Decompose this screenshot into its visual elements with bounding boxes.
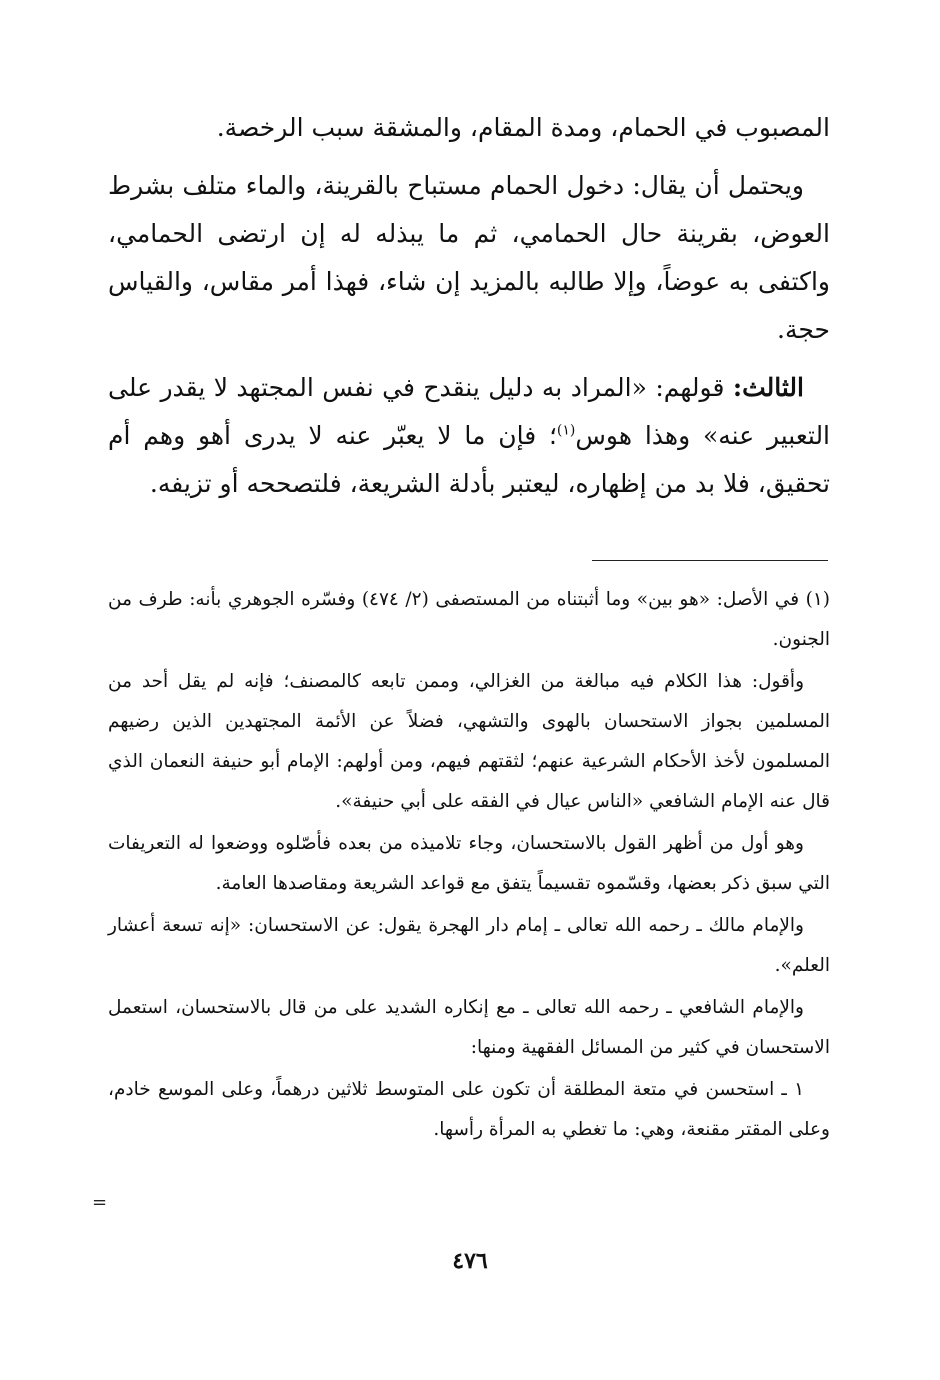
footnote-paragraph-5: والإمام الشافعي ـ رحمه الله تعالى ـ مع إنكاره الشديد على من قال بالاستحسان، استعمل الاستحسان في كثير من المسائل الفقهية ومنها: [108, 997, 830, 1058]
footnote-ref-1: (١) [556, 422, 576, 439]
paragraph-3-text-after: ؛ فإن ما لا يعبّر عنه لا يدرى أهو وهم أم تحقيق، فلا بد من إظهاره، ليعتبر بأدلة الشريعة، فلتصححه أو تزيفه. [108, 421, 830, 498]
paragraph-1-text: المصبوب في الحمام، ومدة المقام، والمشقة سبب الرخصة. [216, 113, 830, 142]
footnote-paragraph-2: وأقول: هذا الكلام فيه مبالغة من الغزالي، وممن تابعه كالمصنف؛ فإنه لم يقل أحد من المسلمين بجواز الاستحسان بالهوى والتشهي، فضلاً عن الأئمة المجتهدين الذين رضيهم المسلمون لأخذ الأحكام الشرعية عنهم؛ لثقتهم فيهم، ومن أولهم: الإمام أبو حنيفة النعمان الذي قال عنه الإمام الشافعي «الناس عيال في الفقه على أبي حنيفة». [108, 671, 830, 812]
footnotes [108, 580, 830, 1152]
paragraph-3-text-before: قولهم: «المراد به دليل ينقدح في نفس المجتهد لا يقدر على التعبير عنه» وهذا هوس [108, 373, 831, 450]
footnote-1: (١) في الأصل: «هو بين» وما أثبتناه من المستصفى (٢/ ٤٧٤) وفسّره الجوهري بأنه: طرف من الجنون. [108, 589, 830, 650]
paragraph-3 [108, 364, 830, 508]
page-number: ٤٧٦ [452, 1248, 488, 1274]
footnote-paragraph-6: ١ ـ استحسن في متعة المطلقة أن تكون على المتوسط ثلاثين درهماً، وعلى الموسع خادم، وعلى المقتر مقنعة، وهي: ما تغطي به المرأة رأسها. [108, 1079, 830, 1140]
paragraph-2 [108, 162, 830, 354]
paragraph-3-lead: الثالث: [732, 373, 804, 402]
continuation-mark: = [92, 1192, 108, 1213]
footnote-paragraph-4: والإمام مالك ـ رحمه الله تعالى ـ إمام دار الهجرة يقول: عن الاستحسان: «إنه تسعة أعشار العلم». [108, 915, 830, 976]
footnote-paragraph-3: وهو أول من أظهر القول بالاستحسان، وجاء تلاميذه من بعده فأصّلوه ووضعوا له التعريفات التي سبق ذكر بعضها، وقسّموه تقسيماً يتفق مع قواعد الشريعة ومقاصدها العامة. [108, 833, 830, 894]
paragraph-2-text: ويحتمل أن يقال: دخول الحمام مستباح بالقرينة، والماء متلف بشرط العوض، بقرينة حال الحمامي، ثم ما يبذله له إن ارتضى الحمامي، واكتفى به عوضاً، وإلا طالبه بالمزيد إن شاء، فهذا أمر مقاس، والقياس حجة. [108, 171, 830, 344]
main-text [108, 104, 830, 518]
footnote-separator [592, 560, 828, 561]
paragraph-1 [108, 104, 830, 152]
